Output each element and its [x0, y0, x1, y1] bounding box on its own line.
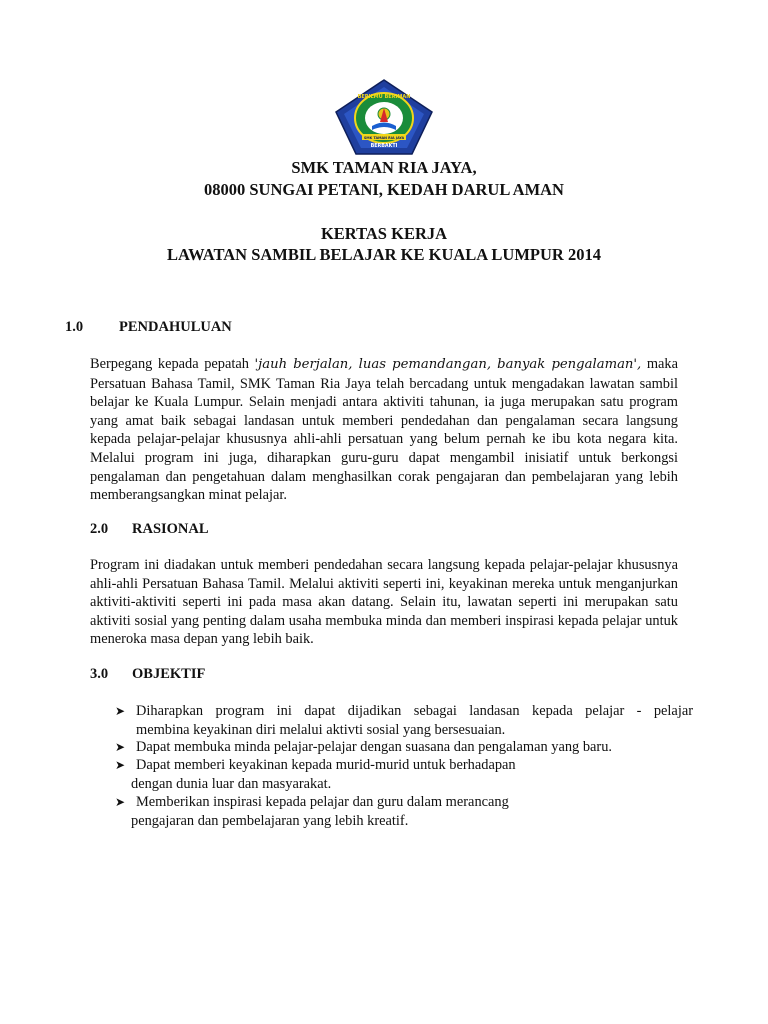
arrow-bullet-icon: ➤ — [115, 704, 126, 718]
logo-name-text: SMK TAMAN RIA JAYA — [363, 135, 405, 140]
section-title-rationale: RASIONAL — [132, 521, 209, 537]
section-number-objective: 3.0 — [90, 666, 109, 682]
section-number-intro: 1.0 — [65, 319, 84, 335]
arrow-bullet-icon: ➤ — [115, 758, 126, 772]
rationale-paragraph: Program ini diadakan untuk memberi pendedahan secara langsung kepada pelajar-pelajar khususnya ahli-ahli Persatuan Bahasa Tamil. Melalui aktiviti seperti ini, keyakinan mereka untuk menganjurkan aktiviti-aktiviti seperti ini pada masa akan datang. Selain itu, lawatan seperti ini merupakan satu aktiviti sosial yang penting dalam usaha membuka minda dan memberi inspirasi kepada pelajar untuk meneroka masa depan yang lebih baik. — [90, 557, 678, 648]
intro-proverb: 'jauh berjalan, luas pemandangan, banyak pengalaman', — [254, 357, 642, 372]
intro-lead: Berpegang kepada pepatah — [90, 356, 249, 372]
intro-body: maka Persatuan Bahasa Tamil, SMK Taman Ria Jaya telah bercadang untuk mengadakan lawatan sambil belajar ke Kuala Lumpur. Selain menjadi antara aktiviti tahunan, ia juga merupakan satu program yang amat baik sebagai landasan untuk memberi pendedahan dan pengalaman secara langsung kepada pelajar-pelajar khususnya ahli-ahli persatuan yang belum pernah ke ibu kota negara kita. Melalui program ini juga, diharapkan guru-guru dapat mengambil inisiatif untuk berkongsi pengalaman dan pengetahuan dalam menghasilkan corak pengajaran dan pembelajaran yang lebih memberangsangkan minat pelajar. — [90, 356, 678, 504]
document-title: LAWATAN SAMBIL BELAJAR KE KUALA LUMPUR 2014 — [167, 245, 601, 264]
section-number-rationale: 2.0 — [90, 521, 109, 537]
school-address: 08000 SUNGAI PETANI, KEDAH DARUL AMAN — [204, 180, 564, 199]
section-title-objective: OBJEKTIF — [132, 666, 206, 682]
document-type: KERTAS KERJA — [320, 224, 448, 243]
arrow-bullet-icon: ➤ — [115, 740, 126, 754]
intro-paragraph — [90, 355, 678, 505]
section-title-intro: PENDAHULUAN — [119, 319, 232, 335]
school-crest-logo — [334, 78, 434, 156]
logo-bottom-text: BERBAKTI — [370, 144, 398, 149]
logo-top-text: BERILMU BERIMAN — [357, 94, 411, 100]
arrow-bullet-icon: ➤ — [115, 795, 126, 809]
school-name: SMK TAMAN RIA JAYA, — [291, 158, 477, 177]
